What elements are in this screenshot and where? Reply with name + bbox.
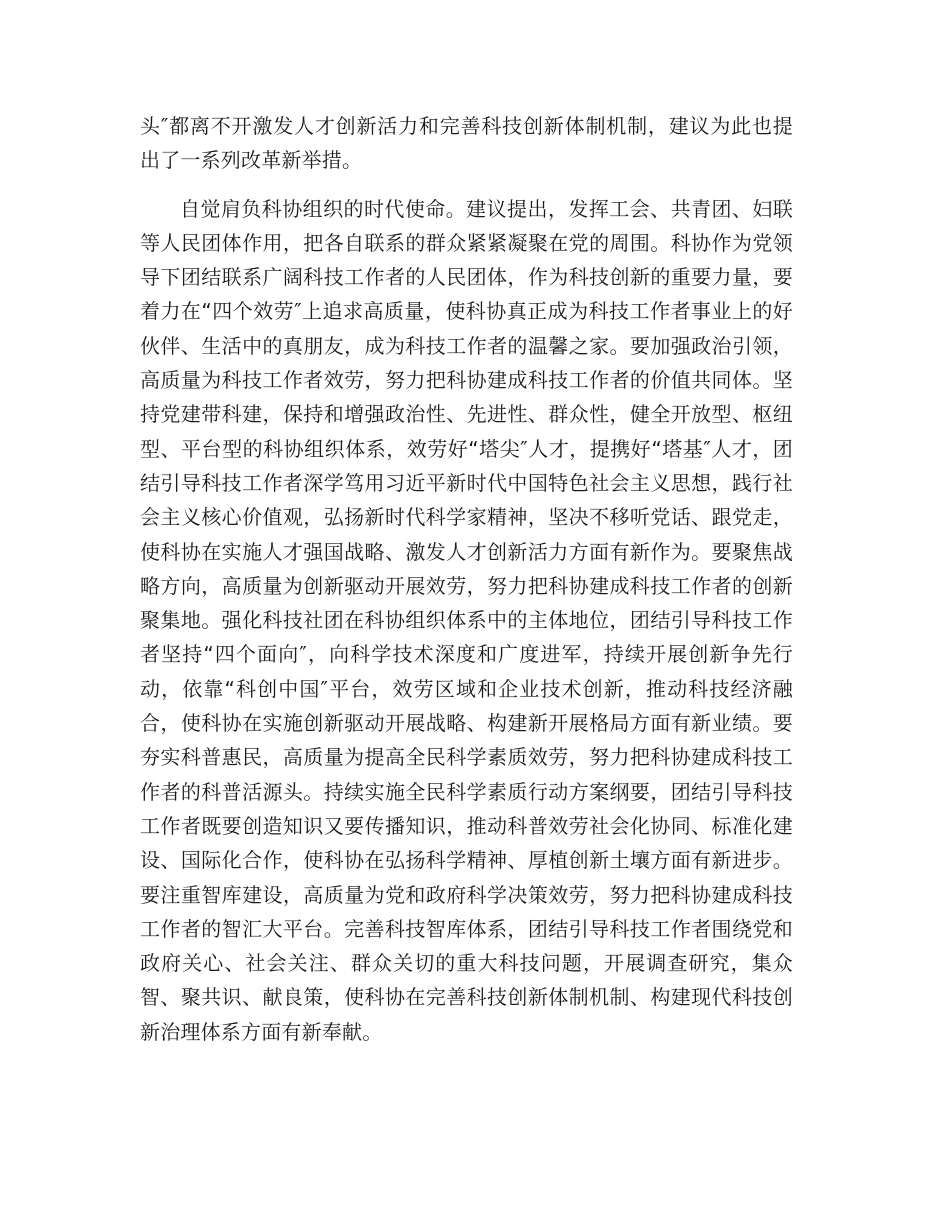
paragraph-continuation: 头″都离不开激发人才创新活力和完善科技创新体制机制，建议为此也提出了一系列改革新举措。: [140, 114, 793, 173]
document-body: [140, 109, 793, 1049]
paragraph-science-association-mission: 自觉肩负科协组织的时代使命。建议提出，发挥工会、共青团、妇联等人民团体作用，把各自联系的群众紧紧凝聚在党的周围。科协作为党领导下团结联系广阔科技工作者的人民团体，作为科技创新的重要力量，要着力在“四个效劳″上追求高质量，使科协真正成为科技工作者事业上的好伙伴、生活中的真朋友，成为科技工作者的温馨之家。要加强政治引领，高质量为科技工作者效劳，努力把科协建成科技工作者的价值共同体。坚持党建带科建，保持和增强政治性、先进性、群众性，健全开放型、枢纽型、平台型的科协组织体系，效劳好“塔尖″人才，提携好“塔基″人才，团结引导科技工作者深学笃用习近平新时代中国特色社会主义思想，践行社会主义核心价值观，弘扬新时代科学家精神，坚决不移听党话、跟党走，使科协在实施人才强国战略、激发人才创新活力方面有新作为。要聚焦战略方向，高质量为创新驱动开展效劳，努力把科协建成科技工作者的创新聚集地。强化科技社团在科协组织体系中的主体地位，团结引导科技工作者坚持“四个面向″，向科学技术深度和广度进军，持续开展创新争先行动，依靠“科创中国″平台，效劳区域和企业技术创新，推动科技经济融合，使科协在实施创新驱动开展战略、构建新开展格局方面有新业绩。要夯实科普惠民，高质量为提高全民科学素质效劳，努力把科协建成科技工作者的科普活源头。持续实施全民科学素质行动方案纲要，团结引导科技工作者既要创造知识又要传播知识，推动科普效劳社会化协同、标准化建设、国际化合作，使科协在弘扬科学精神、厚植创新土壤方面有新进步。要注重智库建设，高质量为党和政府科学决策效劳，努力把科协建成科技工作者的智汇大平台。完善科技智库体系，团结引导科技工作者围绕党和政府关心、社会关注、群众关切的重大科技问题，开展调查研究，集众智、聚共识、献良策，使科协在完善科技创新体制机制、构建现代科技创新治理体系方面有新奉献。: [140, 196, 793, 1044]
